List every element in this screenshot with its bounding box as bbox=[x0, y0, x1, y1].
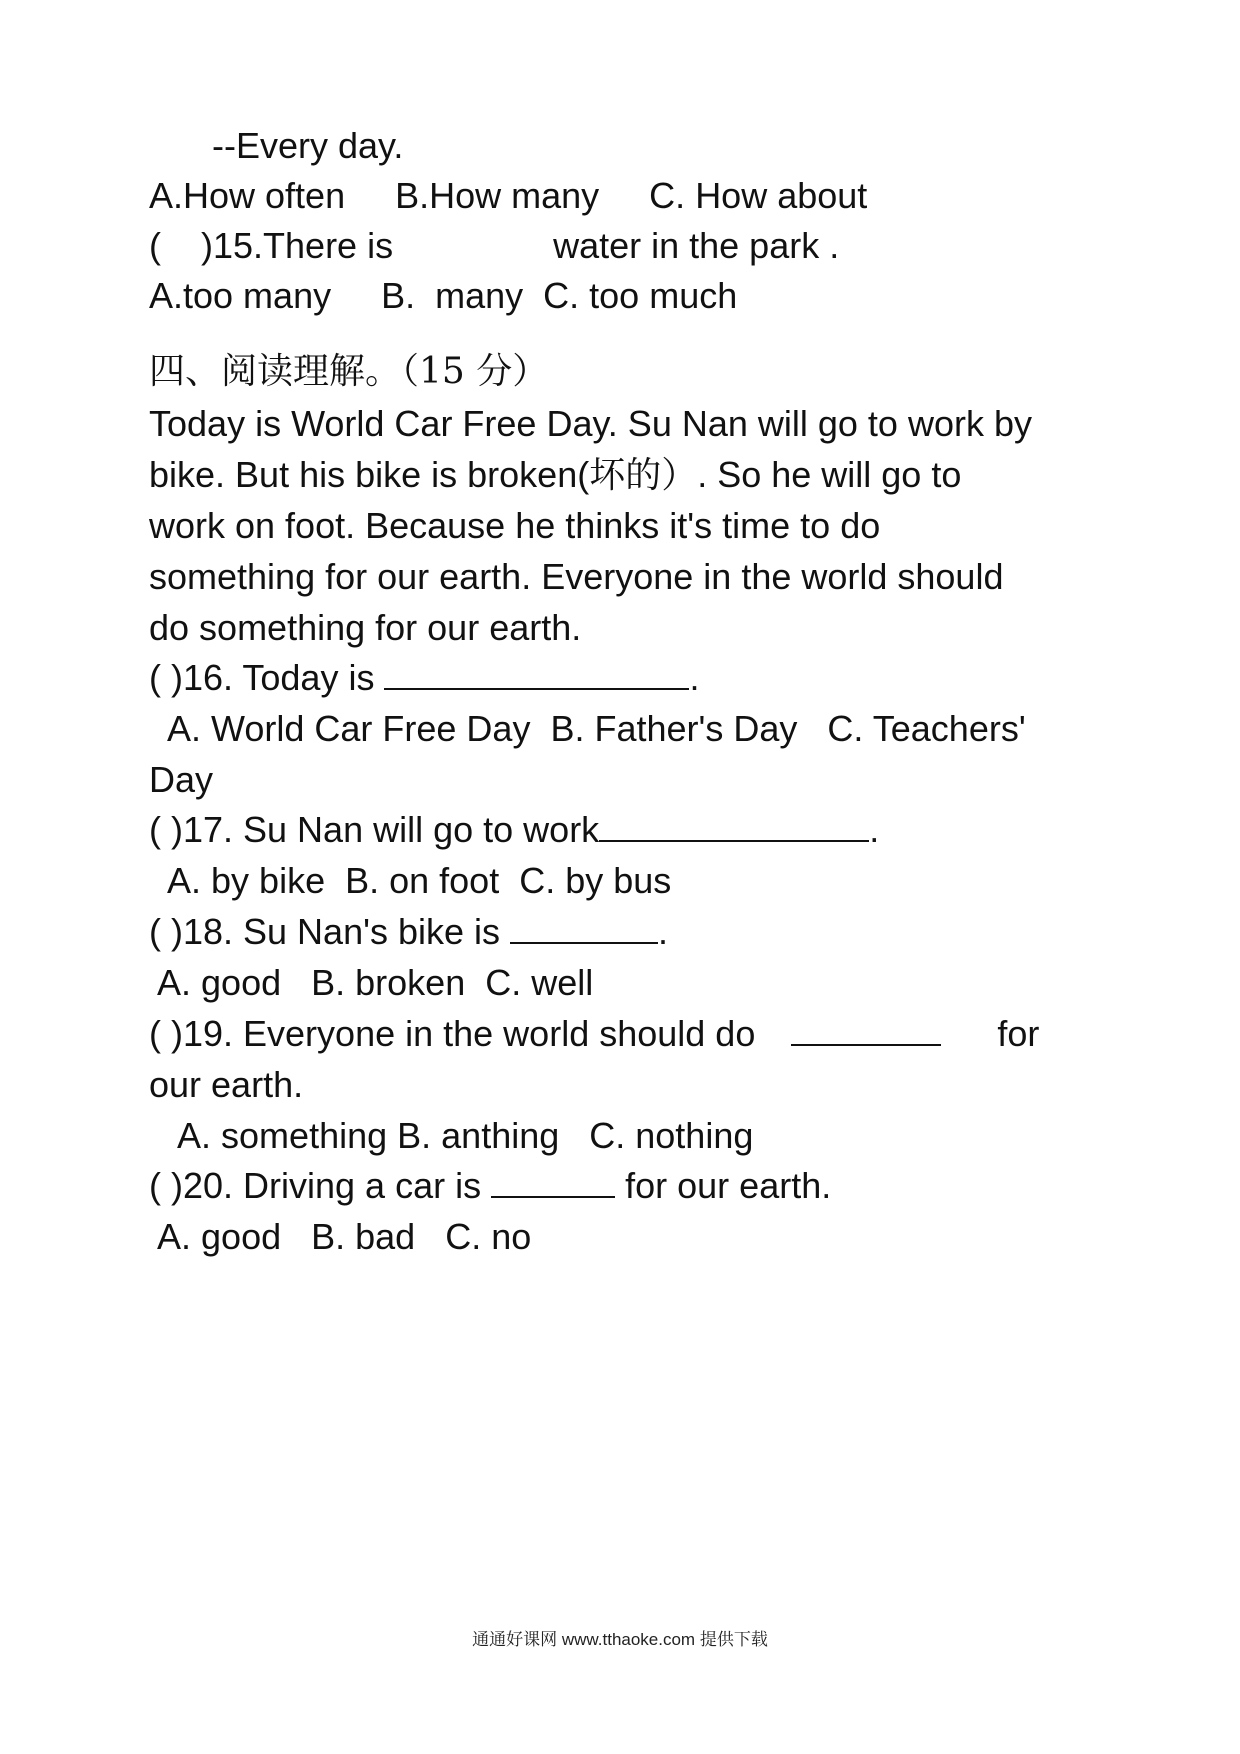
q19-stem-before: ( )19. Everyone in the world should do bbox=[149, 1013, 756, 1054]
q17-blank bbox=[599, 810, 869, 842]
q18-stem-after: . bbox=[658, 911, 669, 952]
q14-options: A.How often B.How many C. How about bbox=[149, 175, 868, 216]
q15-stem-after: water in the park . bbox=[553, 225, 840, 266]
section-heading: 四、阅读理解。（15 分） bbox=[149, 351, 549, 392]
q18-stem bbox=[149, 910, 668, 954]
q17-stem-after: . bbox=[869, 809, 880, 850]
passage-line: bike. But his bike is broken(坏的）. So he will go to bbox=[149, 454, 962, 495]
q17-options: A. by bike B. on foot C. by bus bbox=[149, 860, 672, 901]
q19-stem-cont: our earth. bbox=[149, 1064, 304, 1105]
q19-options: A. something B. anthing C. nothing bbox=[149, 1115, 754, 1156]
q19-stem-after: for bbox=[997, 1013, 1040, 1054]
q18-blank bbox=[510, 912, 658, 944]
q19-stem bbox=[149, 1012, 1039, 1056]
q16-stem-before: ( )16. Today is bbox=[149, 657, 375, 698]
q17-stem bbox=[149, 808, 879, 852]
q16-options-cont: Day bbox=[149, 759, 214, 800]
q20-stem-before: ( )20. Driving a car is bbox=[149, 1165, 482, 1206]
q20-options: A. good B. bad C. no bbox=[149, 1216, 532, 1257]
q20-blank bbox=[491, 1166, 615, 1198]
q16-stem bbox=[149, 656, 699, 700]
q17-stem-before: ( )17. Su Nan will go to work bbox=[149, 809, 600, 850]
passage-line: do something for our earth. bbox=[149, 607, 582, 648]
q16-blank bbox=[384, 658, 689, 690]
q18-stem-before: ( )18. Su Nan's bike is bbox=[149, 911, 501, 952]
q16-stem-after: . bbox=[689, 657, 700, 698]
q16-options: A. World Car Free Day B. Father's Day C. Teachers' bbox=[149, 708, 1026, 749]
passage-line: Today is World Car Free Day. Su Nan will go to work by bbox=[149, 403, 1032, 444]
q15-options: A.too many B. many C. too much bbox=[149, 275, 738, 316]
q15-stem-before: ( )15.There is bbox=[149, 225, 394, 266]
q19-blank bbox=[791, 1014, 941, 1046]
footer-text: 通通好课网 www.tthaoke.com 提供下载 bbox=[472, 1630, 768, 1649]
passage-line: something for our earth. Everyone in the world should bbox=[149, 556, 1004, 597]
passage-line: work on foot. Because he thinks it's time to do bbox=[149, 505, 881, 546]
q20-stem-after: for our earth. bbox=[625, 1165, 832, 1206]
q15-stem bbox=[149, 224, 839, 268]
q18-options: A. good B. broken C. well bbox=[149, 962, 594, 1003]
q20-stem bbox=[149, 1164, 831, 1208]
q14-answer-line: --Every day. bbox=[212, 125, 404, 166]
